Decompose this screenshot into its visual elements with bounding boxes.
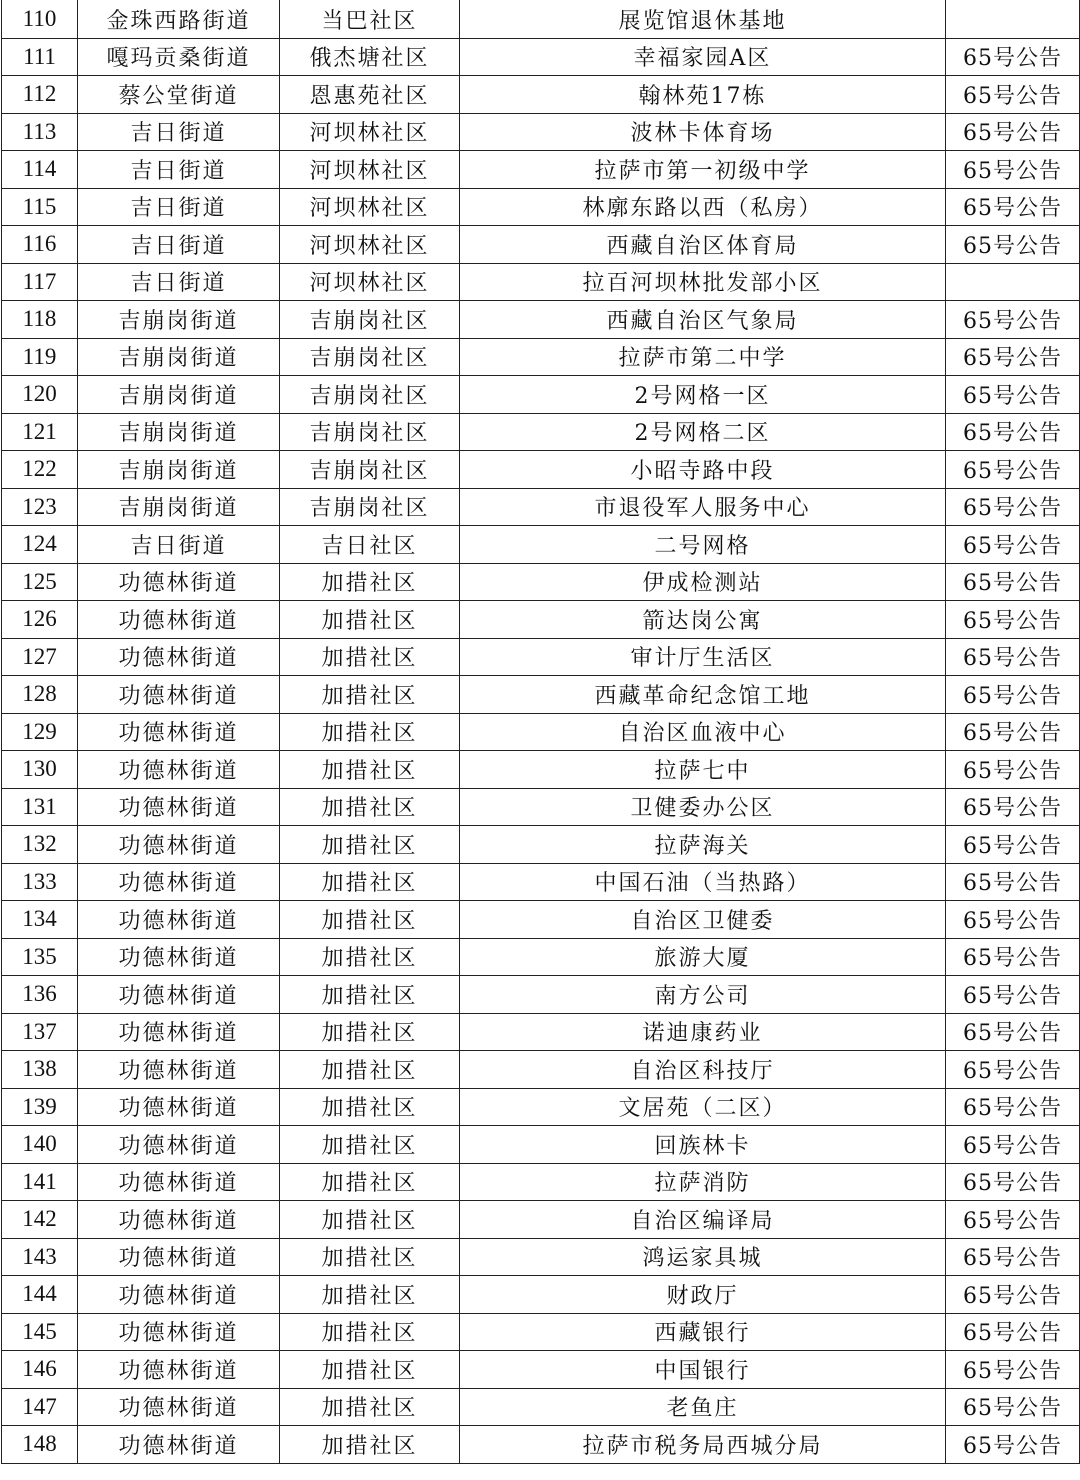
- street-name: 嘎玛贡桑街道: [78, 38, 280, 76]
- table-row: [2, 151, 1080, 189]
- table-row: [2, 1313, 1080, 1351]
- notice-reference: 65号公告: [946, 676, 1080, 714]
- row-number: 120: [2, 376, 78, 414]
- notice-reference: 65号公告: [946, 638, 1080, 676]
- row-number: 145: [2, 1313, 78, 1351]
- notice-reference: 65号公告: [946, 526, 1080, 564]
- street-name: 功德林街道: [78, 976, 280, 1014]
- table-row: [2, 1388, 1080, 1426]
- notice-reference: 65号公告: [946, 901, 1080, 939]
- area-name: 拉萨七中: [460, 751, 946, 789]
- row-number: 125: [2, 563, 78, 601]
- community-name: 加措社区: [280, 938, 460, 976]
- area-name: 拉萨消防: [460, 1163, 946, 1201]
- community-name: 加措社区: [280, 863, 460, 901]
- area-name: 西藏银行: [460, 1313, 946, 1351]
- area-name: 展览馆退休基地: [460, 1, 946, 39]
- row-number: 130: [2, 751, 78, 789]
- notice-reference: 65号公告: [946, 38, 1080, 76]
- notice-reference: 65号公告: [946, 451, 1080, 489]
- row-number: 123: [2, 488, 78, 526]
- street-name: 吉崩岗街道: [78, 338, 280, 376]
- area-name: 伊成检测站: [460, 563, 946, 601]
- area-name: 拉萨市第二中学: [460, 338, 946, 376]
- area-name: 老鱼庄: [460, 1388, 946, 1426]
- notice-reference: [946, 1, 1080, 39]
- table-row: [2, 526, 1080, 564]
- notice-reference: 65号公告: [946, 1276, 1080, 1314]
- notice-reference: 65号公告: [946, 1088, 1080, 1126]
- row-number: 118: [2, 301, 78, 339]
- row-number: 113: [2, 113, 78, 151]
- area-name: 箭达岗公寓: [460, 601, 946, 639]
- street-name: 功德林街道: [78, 638, 280, 676]
- table-row: [2, 38, 1080, 76]
- notice-reference: 65号公告: [946, 863, 1080, 901]
- table-row: [2, 1088, 1080, 1126]
- street-name: 功德林街道: [78, 1051, 280, 1089]
- notice-reference: 65号公告: [946, 1051, 1080, 1089]
- table-row: [2, 1351, 1080, 1389]
- table-row: [2, 226, 1080, 264]
- area-name: 回族林卡: [460, 1126, 946, 1164]
- table-row: [2, 488, 1080, 526]
- community-name: 加措社区: [280, 1276, 460, 1314]
- table-row: [2, 1013, 1080, 1051]
- street-name: 吉日街道: [78, 226, 280, 264]
- community-name: 加措社区: [280, 1313, 460, 1351]
- notice-reference: 65号公告: [946, 751, 1080, 789]
- row-number: 117: [2, 263, 78, 301]
- community-name: 加措社区: [280, 1163, 460, 1201]
- row-number: 142: [2, 1201, 78, 1239]
- table-row: [2, 376, 1080, 414]
- street-name: 功德林街道: [78, 1351, 280, 1389]
- street-name: 功德林街道: [78, 1276, 280, 1314]
- area-name: 西藏自治区体育局: [460, 226, 946, 264]
- area-name: 市退役军人服务中心: [460, 488, 946, 526]
- street-name: 吉日街道: [78, 526, 280, 564]
- row-number: 114: [2, 151, 78, 189]
- street-name: 功德林街道: [78, 563, 280, 601]
- table-row: [2, 76, 1080, 114]
- row-number: 136: [2, 976, 78, 1014]
- community-name: 吉崩岗社区: [280, 413, 460, 451]
- community-name: 吉崩岗社区: [280, 488, 460, 526]
- row-number: 116: [2, 226, 78, 264]
- table-row: [2, 938, 1080, 976]
- area-name: 波林卡体育场: [460, 113, 946, 151]
- community-name: 吉崩岗社区: [280, 451, 460, 489]
- community-name: 加措社区: [280, 1238, 460, 1276]
- community-name: 加措社区: [280, 1126, 460, 1164]
- street-name: 功德林街道: [78, 1238, 280, 1276]
- street-name: 吉崩岗街道: [78, 301, 280, 339]
- street-name: 吉日街道: [78, 188, 280, 226]
- notice-reference: 65号公告: [946, 976, 1080, 1014]
- street-name: 功德林街道: [78, 1088, 280, 1126]
- area-name: 财政厅: [460, 1276, 946, 1314]
- area-name: 幸福家园A区: [460, 38, 946, 76]
- residential-area-table: [1, 0, 1080, 1464]
- area-name: 2号网格一区: [460, 376, 946, 414]
- street-name: 功德林街道: [78, 1126, 280, 1164]
- street-name: 功德林街道: [78, 1163, 280, 1201]
- community-name: 加措社区: [280, 788, 460, 826]
- area-name: 审计厅生活区: [460, 638, 946, 676]
- notice-reference: 65号公告: [946, 76, 1080, 114]
- street-name: 功德林街道: [78, 1201, 280, 1239]
- community-name: 加措社区: [280, 1388, 460, 1426]
- table-row: [2, 676, 1080, 714]
- notice-reference: 65号公告: [946, 1163, 1080, 1201]
- row-number: 111: [2, 38, 78, 76]
- table-row: [2, 451, 1080, 489]
- area-name: 自治区科技厅: [460, 1051, 946, 1089]
- row-number: 131: [2, 788, 78, 826]
- notice-reference: 65号公告: [946, 1201, 1080, 1239]
- community-name: 加措社区: [280, 1088, 460, 1126]
- street-name: 吉崩岗街道: [78, 451, 280, 489]
- community-name: 加措社区: [280, 976, 460, 1014]
- table-row: [2, 601, 1080, 639]
- community-name: 吉崩岗社区: [280, 376, 460, 414]
- row-number: 112: [2, 76, 78, 114]
- table-row: [2, 863, 1080, 901]
- street-name: 功德林街道: [78, 1313, 280, 1351]
- row-number: 124: [2, 526, 78, 564]
- row-number: 139: [2, 1088, 78, 1126]
- notice-reference: 65号公告: [946, 1238, 1080, 1276]
- area-name: 西藏革命纪念馆工地: [460, 676, 946, 714]
- community-name: 吉崩岗社区: [280, 301, 460, 339]
- notice-reference: 65号公告: [946, 601, 1080, 639]
- street-name: 吉崩岗街道: [78, 376, 280, 414]
- community-name: 河坝林社区: [280, 188, 460, 226]
- street-name: 功德林街道: [78, 713, 280, 751]
- row-number: 119: [2, 338, 78, 376]
- row-number: 138: [2, 1051, 78, 1089]
- street-name: 吉日街道: [78, 151, 280, 189]
- table-row: [2, 826, 1080, 864]
- table-row: [2, 751, 1080, 789]
- community-name: 加措社区: [280, 638, 460, 676]
- area-name: 鸿运家具城: [460, 1238, 946, 1276]
- notice-reference: 65号公告: [946, 338, 1080, 376]
- area-name: 文居苑（二区）: [460, 1088, 946, 1126]
- community-name: 当巴社区: [280, 1, 460, 39]
- table-row: [2, 1, 1080, 39]
- street-name: 金珠西路街道: [78, 1, 280, 39]
- community-name: 加措社区: [280, 1051, 460, 1089]
- area-name: 自治区编译局: [460, 1201, 946, 1239]
- area-name: 旅游大厦: [460, 938, 946, 976]
- table-row: [2, 263, 1080, 301]
- row-number: 148: [2, 1426, 78, 1464]
- table-row: [2, 1051, 1080, 1089]
- community-name: 加措社区: [280, 751, 460, 789]
- row-number: 132: [2, 826, 78, 864]
- table-row: [2, 638, 1080, 676]
- area-name: 拉萨海关: [460, 826, 946, 864]
- table-row: [2, 1276, 1080, 1314]
- community-name: 加措社区: [280, 563, 460, 601]
- notice-reference: 65号公告: [946, 713, 1080, 751]
- notice-reference: 65号公告: [946, 226, 1080, 264]
- area-name: 自治区卫健委: [460, 901, 946, 939]
- community-name: 恩惠苑社区: [280, 76, 460, 114]
- table-row: [2, 338, 1080, 376]
- area-name: 诺迪康药业: [460, 1013, 946, 1051]
- community-name: 加措社区: [280, 826, 460, 864]
- street-name: 功德林街道: [78, 676, 280, 714]
- row-number: 129: [2, 713, 78, 751]
- table-row: [2, 113, 1080, 151]
- row-number: 141: [2, 1163, 78, 1201]
- community-name: 加措社区: [280, 676, 460, 714]
- row-number: 134: [2, 901, 78, 939]
- area-name: 卫健委办公区: [460, 788, 946, 826]
- notice-reference: [946, 263, 1080, 301]
- street-name: 吉崩岗街道: [78, 413, 280, 451]
- community-name: 河坝林社区: [280, 263, 460, 301]
- area-name: 拉百河坝林批发部小区: [460, 263, 946, 301]
- row-number: 121: [2, 413, 78, 451]
- table-row: [2, 901, 1080, 939]
- notice-reference: 65号公告: [946, 1013, 1080, 1051]
- row-number: 135: [2, 938, 78, 976]
- table-body: [2, 1, 1080, 1464]
- community-name: 加措社区: [280, 601, 460, 639]
- street-name: 功德林街道: [78, 901, 280, 939]
- street-name: 功德林街道: [78, 826, 280, 864]
- row-number: 144: [2, 1276, 78, 1314]
- street-name: 吉崩岗街道: [78, 488, 280, 526]
- community-name: 俄杰塘社区: [280, 38, 460, 76]
- table-row: [2, 1126, 1080, 1164]
- table-row: [2, 188, 1080, 226]
- street-name: 吉日街道: [78, 263, 280, 301]
- notice-reference: 65号公告: [946, 488, 1080, 526]
- area-name: 翰林苑17栋: [460, 76, 946, 114]
- area-name: 2号网格二区: [460, 413, 946, 451]
- notice-reference: 65号公告: [946, 151, 1080, 189]
- notice-reference: 65号公告: [946, 1388, 1080, 1426]
- community-name: 河坝林社区: [280, 226, 460, 264]
- street-name: 功德林街道: [78, 788, 280, 826]
- area-name: 西藏自治区气象局: [460, 301, 946, 339]
- community-name: 加措社区: [280, 1201, 460, 1239]
- row-number: 110: [2, 1, 78, 39]
- row-number: 122: [2, 451, 78, 489]
- notice-reference: 65号公告: [946, 1313, 1080, 1351]
- notice-reference: 65号公告: [946, 563, 1080, 601]
- community-name: 河坝林社区: [280, 113, 460, 151]
- row-number: 126: [2, 601, 78, 639]
- area-name: 中国银行: [460, 1351, 946, 1389]
- notice-reference: 65号公告: [946, 113, 1080, 151]
- community-name: 加措社区: [280, 1426, 460, 1464]
- community-name: 加措社区: [280, 1351, 460, 1389]
- table-row: [2, 1163, 1080, 1201]
- street-name: 功德林街道: [78, 601, 280, 639]
- area-name: 林廓东路以西（私房）: [460, 188, 946, 226]
- table-row: [2, 713, 1080, 751]
- row-number: 128: [2, 676, 78, 714]
- street-name: 蔡公堂街道: [78, 76, 280, 114]
- notice-reference: 65号公告: [946, 1126, 1080, 1164]
- community-name: 河坝林社区: [280, 151, 460, 189]
- area-name: 南方公司: [460, 976, 946, 1014]
- street-name: 功德林街道: [78, 1013, 280, 1051]
- street-name: 功德林街道: [78, 1388, 280, 1426]
- street-name: 吉日街道: [78, 113, 280, 151]
- notice-reference: 65号公告: [946, 1351, 1080, 1389]
- row-number: 137: [2, 1013, 78, 1051]
- row-number: 143: [2, 1238, 78, 1276]
- table-row: [2, 1238, 1080, 1276]
- row-number: 146: [2, 1351, 78, 1389]
- area-name: 中国石油（当热路）: [460, 863, 946, 901]
- street-name: 功德林街道: [78, 938, 280, 976]
- notice-reference: 65号公告: [946, 188, 1080, 226]
- table-row: [2, 1201, 1080, 1239]
- community-name: 加措社区: [280, 901, 460, 939]
- row-number: 115: [2, 188, 78, 226]
- area-name: 拉萨市第一初级中学: [460, 151, 946, 189]
- notice-reference: 65号公告: [946, 938, 1080, 976]
- table-row: [2, 976, 1080, 1014]
- table-row: [2, 301, 1080, 339]
- table-row: [2, 788, 1080, 826]
- row-number: 147: [2, 1388, 78, 1426]
- area-name: 拉萨市税务局西城分局: [460, 1426, 946, 1464]
- row-number: 140: [2, 1126, 78, 1164]
- area-name: 二号网格: [460, 526, 946, 564]
- row-number: 127: [2, 638, 78, 676]
- area-name: 小昭寺路中段: [460, 451, 946, 489]
- table-row: [2, 413, 1080, 451]
- table-row: [2, 563, 1080, 601]
- area-name: 自治区血液中心: [460, 713, 946, 751]
- community-name: 吉日社区: [280, 526, 460, 564]
- notice-reference: 65号公告: [946, 413, 1080, 451]
- notice-reference: 65号公告: [946, 376, 1080, 414]
- street-name: 功德林街道: [78, 863, 280, 901]
- notice-reference: 65号公告: [946, 826, 1080, 864]
- community-name: 加措社区: [280, 1013, 460, 1051]
- row-number: 133: [2, 863, 78, 901]
- notice-reference: 65号公告: [946, 1426, 1080, 1464]
- street-name: 功德林街道: [78, 1426, 280, 1464]
- notice-reference: 65号公告: [946, 788, 1080, 826]
- community-name: 加措社区: [280, 713, 460, 751]
- street-name: 功德林街道: [78, 751, 280, 789]
- notice-reference: 65号公告: [946, 301, 1080, 339]
- table-row: [2, 1426, 1080, 1464]
- community-name: 吉崩岗社区: [280, 338, 460, 376]
